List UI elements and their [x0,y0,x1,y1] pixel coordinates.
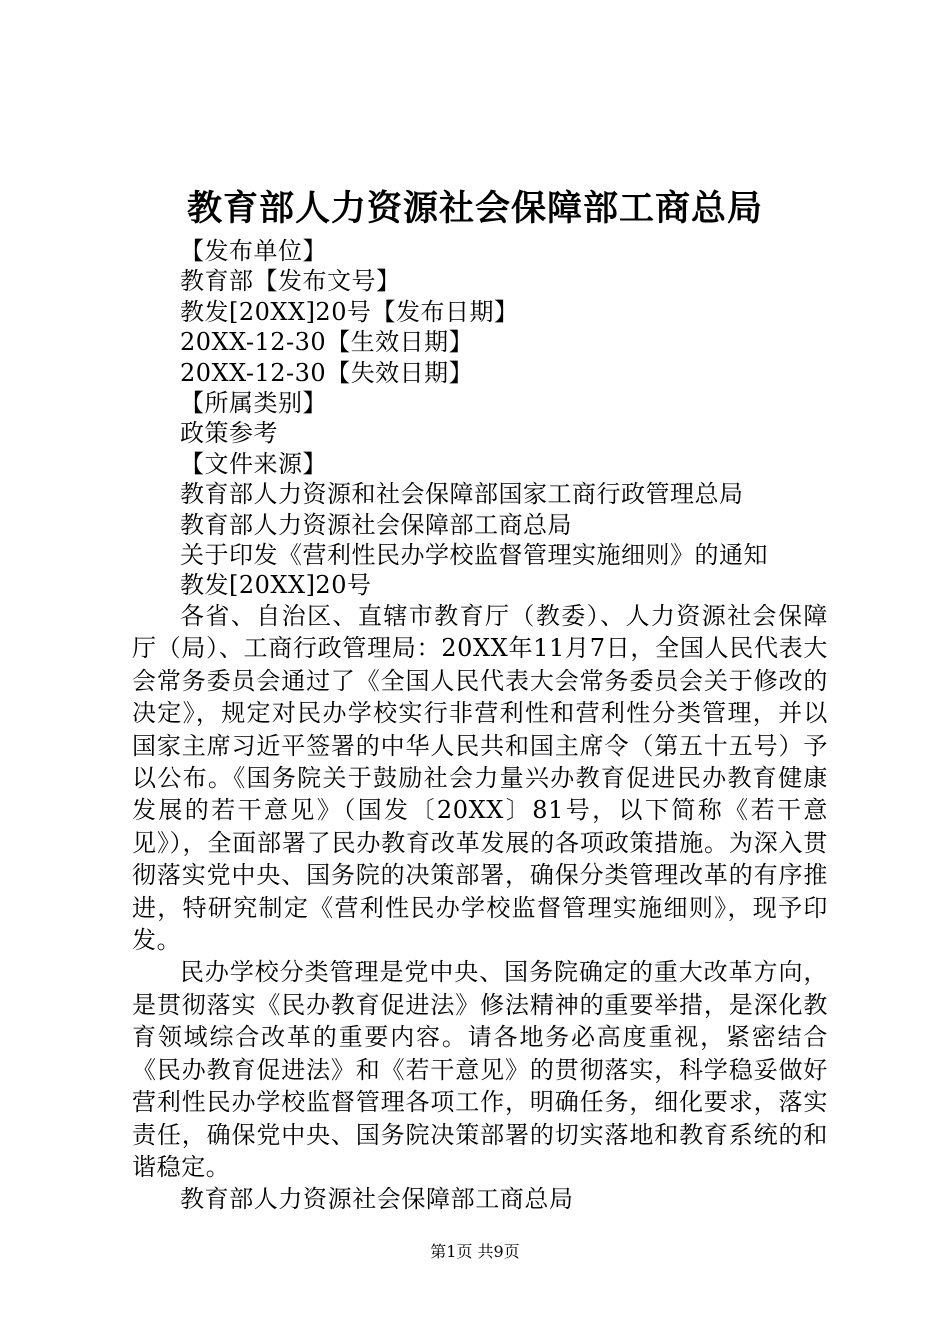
meta-line: 政策参考 [180,419,278,448]
meta-line: 20XX-12-30【失效日期】 [180,358,474,387]
meta-line: 教发[20XX]20号【发布日期】 [180,297,519,326]
page-footer: 第1页 共9页 [430,1242,520,1261]
meta-line: 【发布单位】 [180,237,327,265]
meta-line: 教发[20XX]20号 [180,571,372,600]
meta-line: 教育部【发布文号】 [180,267,401,296]
document-body [132,600,828,1216]
body-paragraph: 各省、自治区、直辖市教育厅（教委）、人力资源社会保障厅（局）、工商行政管理局：20XX年11月7日，全国人民代表大会常务委员会通过了《全国人民代表大会常务委员会关于修改的决定》，规定对民办学校实行非营利性和营利性分类管理，并以国家主席习近平签署的中华人民共和国主席令（第五十五号）予以公布。《国务院关于鼓励社会力量兴办教育促进民办教育健康发展的若干意见》（国发〔20XX〕81号，以下简称《若干意见》），全面部署了民办教育改革发展的各项政策措施。为深入贯彻落实党中央、国务院的决策部署，确保分类管理改革的有序推进，特研究制定《营利性民办学校监督管理实施细则》，现予印发。 [132,602,828,955]
meta-line: 教育部人力资源和社会保障部国家工商行政管理总局 [180,480,744,509]
document-title: 教育部人力资源社会保障部工商总局 [186,188,763,229]
meta-line: 教育部人力资源社会保障部工商总局 [180,510,572,539]
meta-line: 【文件来源】 [180,449,327,478]
meta-line: 关于印发《营利性民办学校监督管理实施细则》的通知 [180,540,768,569]
body-paragraph: 民办学校分类管理是党中央、国务院确定的重大改革方向，是贯彻落实《民办教育促进法》修法精神的重要举措，是深化教育领域综合改革的重要内容。请各地务必高度重视，紧密结合《民办教育促进法》和《若干意见》的贯彻落实，科学稳妥做好营利性民办学校监督管理各项工作，明确任务，细化要求，落实责任，确保党中央、国务院决策部署的切实落地和教育系统的和谐稳定。 [132,958,828,1181]
signature-line: 教育部人力资源社会保障部工商总局 [180,1185,574,1214]
document-metadata [180,236,880,601]
meta-line: 20XX-12-30【生效日期】 [180,328,474,357]
meta-line: 【所属类别】 [180,388,327,417]
